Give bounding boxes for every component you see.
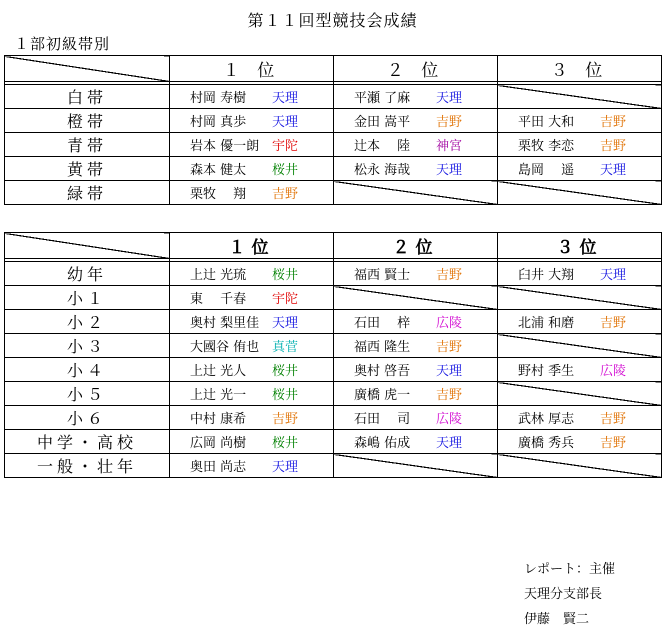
result-cell [170, 358, 334, 382]
empty-cell [498, 181, 662, 205]
winner-team: 天理 [600, 268, 627, 283]
winner-team: 吉野 [600, 412, 627, 427]
winner-team: 桜井 [272, 364, 299, 379]
category-row [5, 286, 662, 310]
result-cell [498, 133, 662, 157]
result-cell [498, 430, 662, 454]
winner-team: 桜井 [272, 436, 299, 451]
result-cell [334, 382, 498, 406]
empty-cell [334, 181, 498, 205]
category-label: 一般・壮年 [5, 454, 170, 478]
winner-team: 天理 [600, 163, 627, 178]
winner-team: 吉野 [600, 316, 627, 331]
winner-team: 吉野 [436, 340, 463, 355]
category-row [5, 181, 662, 205]
winner-team: 広陵 [600, 364, 627, 379]
empty-cell [334, 286, 498, 310]
winner-name: 福西 賢士 [354, 268, 411, 283]
header-row [5, 233, 662, 259]
winner-name: 岩本 優一朗 [190, 139, 260, 154]
empty-cell [334, 454, 498, 478]
winner-name: 福西 隆生 [354, 340, 411, 355]
result-cell [334, 430, 498, 454]
category-label: 小２ [5, 310, 170, 334]
result-cell [170, 430, 334, 454]
result-cell [170, 310, 334, 334]
winner-team: 吉野 [600, 139, 627, 154]
winner-name: 臼井 大翔 [518, 268, 575, 283]
winner-team: 天理 [436, 364, 463, 379]
result-cell [498, 262, 662, 286]
result-cell [170, 406, 334, 430]
result-cell [170, 85, 334, 109]
winner-team: 吉野 [272, 412, 299, 427]
winner-team: 桜井 [272, 268, 299, 283]
winner-name: 島岡 遥 [518, 163, 575, 178]
result-cell [498, 109, 662, 133]
winner-team: 真菅 [272, 340, 299, 355]
result-cell [498, 406, 662, 430]
winner-team: 天理 [436, 91, 463, 106]
winner-team: 天理 [436, 163, 463, 178]
category-row [5, 157, 662, 181]
result-cell [170, 157, 334, 181]
category-label: 小６ [5, 406, 170, 430]
category-label: 緑帯 [5, 181, 170, 205]
winner-team: 宇陀 [272, 139, 299, 154]
rank-header: ３ 位 [498, 56, 662, 82]
winner-name: 金田 嵩平 [354, 115, 411, 130]
category-label: 青帯 [5, 133, 170, 157]
winner-team: 広陵 [436, 412, 463, 427]
result-cell [170, 334, 334, 358]
result-cell [170, 109, 334, 133]
winner-name: 廣橋 秀兵 [518, 436, 575, 451]
category-row [5, 334, 662, 358]
result-cell [170, 382, 334, 406]
winner-team: 吉野 [272, 187, 299, 202]
result-cell [334, 262, 498, 286]
winner-name: 石田 梓 [354, 316, 411, 331]
results-table-age [4, 232, 662, 478]
winner-team: 桜井 [272, 163, 299, 178]
winner-name: 野村 季生 [518, 364, 575, 379]
result-cell [334, 406, 498, 430]
winner-name: 栗牧 翔 [190, 187, 247, 202]
winner-name: 平田 大和 [518, 115, 575, 130]
category-row [5, 382, 662, 406]
category-label: 小３ [5, 334, 170, 358]
rank-header: ２ 位 [334, 56, 498, 82]
category-row [5, 454, 662, 478]
winner-name: 奥村 啓吾 [354, 364, 411, 379]
result-cell [334, 310, 498, 334]
winner-name: 廣橋 虎一 [354, 388, 411, 403]
category-label: 橙帯 [5, 109, 170, 133]
winner-team: 天理 [272, 460, 299, 475]
winner-team: 天理 [272, 115, 299, 130]
winner-name: 大國谷 侑也 [190, 340, 260, 355]
result-cell [170, 181, 334, 205]
rank-header: １位 [170, 233, 334, 259]
winner-name: 森本 健太 [190, 163, 247, 178]
winner-name: 上辻 光一 [190, 388, 247, 403]
winner-team: 吉野 [600, 436, 627, 451]
winner-name: 松永 海哉 [354, 163, 411, 178]
winner-name: 奥村 梨里佳 [190, 316, 260, 331]
category-label: 小５ [5, 382, 170, 406]
winner-name: 中村 康希 [190, 412, 247, 427]
winner-name: 広岡 尚樹 [190, 436, 247, 451]
category-label: 小４ [5, 358, 170, 382]
category-row [5, 109, 662, 133]
winner-team: 天理 [272, 91, 299, 106]
winner-name: 上辻 光琉 [190, 268, 247, 283]
result-cell [334, 157, 498, 181]
winner-name: 栗牧 李恋 [518, 139, 575, 154]
category-row [5, 133, 662, 157]
page-title: 第１１回型競技会成績 [247, 11, 418, 30]
category-row [5, 310, 662, 334]
winner-team: 宇陀 [272, 292, 299, 307]
report-line-2: 天理分支部長 [524, 587, 603, 602]
winner-team: 天理 [272, 316, 299, 331]
empty-cell [498, 85, 662, 109]
result-cell [334, 133, 498, 157]
category-row [5, 85, 662, 109]
winner-name: 東 千春 [190, 292, 247, 307]
result-cell [334, 85, 498, 109]
result-cell [498, 358, 662, 382]
result-cell [170, 133, 334, 157]
report-line-3: 伊藤 賢二 [524, 612, 590, 627]
empty-cell [498, 382, 662, 406]
winner-team: 吉野 [436, 115, 463, 130]
result-cell [334, 109, 498, 133]
winner-name: 北浦 和磨 [518, 316, 575, 331]
corner-cell [5, 56, 170, 82]
rank-header: ２位 [334, 233, 498, 259]
category-row [5, 430, 662, 454]
result-cell [334, 358, 498, 382]
rank-header: ３位 [498, 233, 662, 259]
report-line-1: レポート：主催 [524, 562, 616, 577]
winner-team: 吉野 [600, 115, 627, 130]
winner-team: 神宮 [436, 139, 463, 154]
results-table-belt [4, 55, 662, 205]
winner-name: 奥田 尚志 [190, 460, 247, 475]
winner-team: 吉野 [436, 388, 463, 403]
result-cell [170, 262, 334, 286]
winner-name: 村岡 寿樹 [190, 91, 247, 106]
result-cell [498, 310, 662, 334]
category-label: 中学・高校 [5, 430, 170, 454]
winner-name: 平瀬 了麻 [354, 91, 411, 106]
corner-cell [5, 233, 170, 259]
category-label: 幼年 [5, 262, 170, 286]
winner-name: 武林 厚志 [518, 412, 575, 427]
category-row [5, 406, 662, 430]
winner-team: 桜井 [272, 388, 299, 403]
category-label: 黄帯 [5, 157, 170, 181]
header-row [5, 56, 662, 82]
result-cell [498, 157, 662, 181]
category-row [5, 262, 662, 286]
rank-header: １ 位 [170, 56, 334, 82]
result-cell [334, 334, 498, 358]
winner-team: 吉野 [436, 268, 463, 283]
category-label: 小１ [5, 286, 170, 310]
winner-team: 天理 [436, 436, 463, 451]
empty-cell [498, 454, 662, 478]
winner-name: 森嶋 佑成 [354, 436, 411, 451]
category-row [5, 358, 662, 382]
winner-name: 村岡 真歩 [190, 115, 247, 130]
empty-cell [498, 334, 662, 358]
category-label: 白帯 [5, 85, 170, 109]
winner-name: 辻本 陸 [354, 139, 411, 154]
section-subtitle: １部初級帯別 [14, 35, 111, 53]
winner-name: 石田 司 [354, 412, 411, 427]
winner-team: 広陵 [436, 316, 463, 331]
result-cell [170, 286, 334, 310]
winner-name: 上辻 光人 [190, 364, 247, 379]
empty-cell [498, 286, 662, 310]
result-cell [170, 454, 334, 478]
